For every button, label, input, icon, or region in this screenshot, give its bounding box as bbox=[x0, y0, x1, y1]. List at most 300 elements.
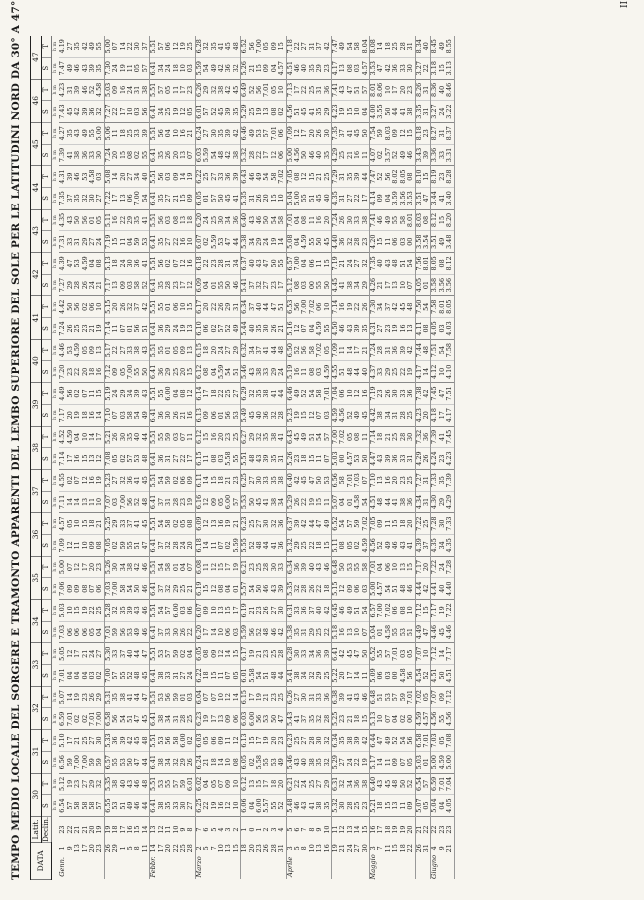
sunrise-time-cell: 21 bbox=[377, 274, 384, 296]
sunrise-time-cell: 14 bbox=[203, 534, 210, 556]
sunrise-time-cell: 03 bbox=[112, 491, 119, 513]
sunrise-time-cell: 4.05 bbox=[431, 318, 439, 340]
sunrise-time-cell: 5.32 bbox=[332, 795, 340, 817]
sunset-time-cell: 24 bbox=[301, 773, 308, 795]
latitude-header: 37 bbox=[31, 469, 42, 512]
sunset-time-cell: 7.24 bbox=[370, 339, 378, 361]
sunrise-time-cell: 42 bbox=[74, 101, 81, 123]
sunrise-time-cell: 07 bbox=[324, 448, 332, 470]
sunset-column-header: T bbox=[42, 426, 52, 448]
sunrise-time-cell: 05 bbox=[407, 751, 415, 773]
sunrise-time-cell: 23 bbox=[362, 231, 370, 253]
sunrise-time-cell: 55 bbox=[233, 448, 241, 470]
latitude-label: Latit. bbox=[31, 816, 42, 842]
sunrise-time-cell: 6.56 bbox=[59, 751, 66, 773]
sunset-time-cell: 33 bbox=[301, 643, 308, 665]
sunrise-time-cell: 6.41 bbox=[150, 361, 158, 383]
sunrise-time-cell: 54 bbox=[142, 187, 150, 209]
sunrise-time-cell: 4.56 bbox=[370, 534, 378, 556]
sunrise-time-cell: 58 bbox=[74, 795, 81, 817]
sunset-time-cell: 18 bbox=[400, 513, 407, 535]
declination-cell: 15 bbox=[133, 825, 142, 834]
sunset-time-cell: 8.03 bbox=[385, 122, 392, 144]
latitude-header: 46 bbox=[31, 79, 42, 122]
month-cell bbox=[439, 854, 446, 879]
sunrise-time-cell: 23 bbox=[82, 318, 89, 340]
sunset-time-cell: 46 bbox=[256, 209, 263, 231]
day-cell: 31 bbox=[277, 844, 286, 853]
sunset-time-cell: 18 bbox=[89, 513, 96, 535]
sunset-time-cell: 40 bbox=[134, 426, 141, 448]
sunrise-time-cell: 21 bbox=[187, 578, 195, 600]
sunrise-time-cell: 24 bbox=[173, 318, 180, 340]
sunrise-time-cell: 47 bbox=[423, 187, 431, 209]
sunrise-time-cell: 36 bbox=[158, 361, 165, 383]
sunset-time-cell: 08 bbox=[354, 426, 361, 448]
sunset-time-cell: 42 bbox=[225, 79, 232, 101]
latitude-header: 36 bbox=[31, 513, 42, 556]
sunset-time-cell: 36 bbox=[134, 253, 141, 275]
latitude-header: 33 bbox=[31, 643, 42, 686]
sunset-time-cell: 15 bbox=[439, 209, 446, 231]
sunrise-time-cell: 6.55 bbox=[104, 795, 112, 817]
sunrise-time-cell: 25 bbox=[354, 795, 361, 817]
sunrise-time-cell: 20 bbox=[263, 187, 270, 209]
sunset-time-cell: 7.02 bbox=[362, 513, 370, 535]
sunset-time-cell: 7.39 bbox=[431, 426, 439, 448]
sunrise-time-cell: 57 bbox=[127, 448, 134, 470]
sunrise-time-cell: 55 bbox=[218, 274, 225, 296]
sunrise-time-cell: 04 bbox=[385, 187, 392, 209]
sunrise-time-cell: 7.07 bbox=[104, 491, 112, 513]
sunset-time-cell: 21 bbox=[82, 643, 89, 665]
sunset-time-cell: 45 bbox=[233, 79, 241, 101]
sunset-time-cell: 45 bbox=[142, 513, 150, 535]
sunset-time-cell: 5.51 bbox=[150, 643, 158, 665]
sunset-time-cell: 24 bbox=[347, 253, 354, 275]
day-cell: 8 bbox=[133, 846, 142, 851]
sunset-time-cell: 14 bbox=[347, 339, 354, 361]
sunrise-time-cell: 45 bbox=[301, 101, 308, 123]
unit-label: h m bbox=[52, 388, 58, 399]
day-cell: 3 bbox=[285, 846, 294, 851]
sunrise-time-cell: 11 bbox=[89, 491, 96, 513]
sunset-time-cell: 50 bbox=[339, 556, 346, 578]
sunrise-time-cell: 19 bbox=[309, 491, 316, 513]
sunrise-time-cell: 35 bbox=[271, 448, 278, 470]
sunrise-time-cell: 06 bbox=[74, 621, 81, 643]
sunset-time-cell: 55 bbox=[354, 556, 361, 578]
sunset-time-cell: 56 bbox=[301, 339, 308, 361]
sunrise-time-cell: 5.15 bbox=[332, 578, 340, 600]
sunset-time-cell: 38 bbox=[134, 339, 141, 361]
unit-label: h m bbox=[52, 150, 58, 160]
sunset-time-cell: 54 bbox=[158, 469, 165, 491]
sunset-time-cell: 56 bbox=[74, 296, 81, 318]
sunrise-time-cell: 09 bbox=[187, 187, 195, 209]
sunset-time-cell: 08 bbox=[439, 253, 446, 275]
sunrise-time-cell: 26 bbox=[67, 318, 74, 340]
sunrise-time-cell: 15 bbox=[211, 665, 218, 687]
sunrise-time-cell: 25 bbox=[180, 578, 187, 600]
sunset-time-cell: 03 bbox=[165, 209, 172, 231]
sunrise-time-cell: 49 bbox=[211, 57, 218, 79]
sunset-time-cell: 5.00 bbox=[104, 36, 112, 58]
sunrise-time-cell: 7.00 bbox=[120, 491, 127, 513]
latitude-header: 35 bbox=[31, 556, 42, 599]
sunrise-time-cell: 3.56 bbox=[439, 274, 446, 296]
sunset-time-cell: 58 bbox=[271, 166, 278, 188]
sunset-time-cell: 48 bbox=[278, 339, 286, 361]
sunrise-time-cell: 52 bbox=[278, 795, 286, 817]
sunset-time-cell: 03 bbox=[173, 426, 180, 448]
sunrise-time-cell: 3.27 bbox=[431, 101, 439, 123]
sunrise-time-cell: 47 bbox=[134, 708, 141, 730]
sunrise-time-cell: 14 bbox=[74, 491, 81, 513]
sunrise-time-cell: 28 bbox=[74, 274, 81, 296]
sunrise-time-cell: 4.59 bbox=[362, 534, 370, 556]
sunrise-time-cell: 17 bbox=[211, 708, 218, 730]
sunrise-time-cell: 23 bbox=[385, 318, 392, 340]
sunset-time-cell: 29 bbox=[96, 686, 104, 708]
sunrise-time-cell: 04 bbox=[249, 795, 256, 817]
sunrise-time-cell: 29 bbox=[271, 361, 278, 383]
sunrise-time-cell: 3.56 bbox=[400, 187, 407, 209]
declination-cell: 8 bbox=[187, 816, 195, 842]
sunset-time-cell: 10 bbox=[74, 513, 81, 535]
sunset-time-cell: 17 bbox=[67, 730, 74, 752]
sunrise-time-cell: 43 bbox=[301, 795, 308, 817]
month-cell bbox=[158, 854, 165, 879]
sunrise-time-cell: 12 bbox=[339, 578, 346, 600]
sunrise-time-cell: 38 bbox=[347, 274, 354, 296]
sunset-time-cell: 09 bbox=[218, 730, 225, 752]
sunset-time-cell: 42 bbox=[362, 730, 370, 752]
sunrise-time-cell: 18 bbox=[89, 361, 96, 383]
sunrise-time-cell: 36 bbox=[158, 404, 165, 426]
sunset-time-cell: 09 bbox=[211, 643, 218, 665]
sunrise-column-header: S bbox=[42, 231, 52, 253]
sunset-time-cell: 5.51 bbox=[150, 253, 158, 275]
day-cell: 27 bbox=[353, 844, 362, 853]
sunrise-column-header: S bbox=[42, 795, 52, 817]
sunrise-time-cell: 28 bbox=[173, 491, 180, 513]
sunset-time-cell: 30 bbox=[301, 686, 308, 708]
sunrise-time-cell: 46 bbox=[74, 57, 81, 79]
sunrise-time-cell: 6.05 bbox=[195, 187, 203, 209]
sunrise-time-cell: 24 bbox=[96, 231, 104, 253]
sunrise-time-cell: 51 bbox=[407, 621, 415, 643]
sunset-time-cell: 25 bbox=[203, 166, 210, 188]
sunset-time-cell: 27 bbox=[301, 730, 308, 752]
sunrise-time-cell: 58 bbox=[89, 795, 96, 817]
sunset-time-cell: 31 bbox=[423, 469, 431, 491]
sunrise-time-cell: 4.51 bbox=[446, 665, 454, 687]
sunrise-sunset-table bbox=[30, 36, 455, 880]
sunset-time-cell: 27 bbox=[301, 36, 308, 58]
sunrise-time-cell: 34 bbox=[439, 534, 446, 556]
sunset-time-cell: 25 bbox=[309, 79, 316, 101]
sunset-time-cell: 4.23 bbox=[59, 79, 66, 101]
sunset-time-cell: 6.49 bbox=[241, 79, 249, 101]
sunrise-time-cell: 49 bbox=[127, 795, 134, 817]
declination-cell: 11 bbox=[331, 825, 340, 834]
sunset-time-cell: 7.35 bbox=[332, 122, 340, 144]
sunrise-time-cell: 49 bbox=[385, 534, 392, 556]
sunset-time-cell: 4.59 bbox=[74, 339, 81, 361]
sunrise-time-cell: 20 bbox=[112, 144, 119, 166]
sunrise-time-cell: 08 bbox=[82, 578, 89, 600]
sunset-time-cell: 6.48 bbox=[370, 686, 378, 708]
unit-label: h m bbox=[52, 648, 58, 659]
sunset-time-cell: 59 bbox=[173, 643, 180, 665]
sunrise-time-cell: 24 bbox=[347, 751, 354, 773]
latitude-header: 47 bbox=[31, 36, 42, 79]
sunset-time-cell: 4.59 bbox=[82, 253, 89, 275]
sunrise-time-cell: 48 bbox=[142, 448, 150, 470]
sunset-time-cell: 18 bbox=[187, 209, 195, 231]
sunset-time-cell: 36 bbox=[294, 556, 301, 578]
sunset-time-cell: 5.51 bbox=[150, 296, 158, 318]
sunrise-time-cell: 11 bbox=[324, 491, 332, 513]
sunrise-time-cell: 6.41 bbox=[150, 144, 158, 166]
sunrise-time-cell: 37 bbox=[423, 534, 431, 556]
sunrise-time-cell: 43 bbox=[377, 448, 384, 470]
sunrise-time-cell: 26 bbox=[271, 318, 278, 340]
sunset-time-cell: 56 bbox=[256, 79, 263, 101]
sunset-time-cell: 19 bbox=[180, 36, 187, 58]
sunrise-time-cell: 15 bbox=[256, 57, 263, 79]
sunrise-time-cell: 05 bbox=[218, 491, 225, 513]
sunrise-time-cell: 38 bbox=[158, 708, 165, 730]
sunset-time-cell: 5.23 bbox=[104, 469, 112, 491]
sunrise-time-cell: 15 bbox=[120, 144, 127, 166]
sunrise-time-cell: 23 bbox=[294, 448, 301, 470]
sunset-time-cell: 8.08 bbox=[370, 36, 378, 58]
sunset-time-cell: 14 bbox=[120, 36, 127, 58]
sunset-time-cell: 21 bbox=[96, 513, 104, 535]
sunrise-time-cell: 40 bbox=[301, 57, 308, 79]
sunrise-time-cell: 5.35 bbox=[241, 187, 249, 209]
sunrise-time-cell: 34 bbox=[165, 708, 172, 730]
sunset-column-header: T bbox=[42, 600, 52, 622]
sunset-time-cell: 29 bbox=[120, 383, 127, 405]
sunrise-time-cell: 18 bbox=[173, 57, 180, 79]
sunrise-time-cell: 27 bbox=[165, 231, 172, 253]
sunset-time-cell: 53 bbox=[67, 339, 74, 361]
sunset-time-cell: 7.47 bbox=[332, 36, 340, 58]
sunset-time-cell: 7.02 bbox=[339, 426, 346, 448]
sunset-time-cell: 37 bbox=[256, 339, 263, 361]
sunrise-time-cell: 35 bbox=[309, 57, 316, 79]
sunrise-time-cell: 04 bbox=[362, 101, 370, 123]
month-cell bbox=[301, 854, 308, 879]
declination-cell: 17 bbox=[118, 825, 127, 834]
sunset-time-cell: 22 bbox=[218, 383, 225, 405]
sunset-time-cell: 39 bbox=[233, 166, 241, 188]
sunset-time-cell: 5.51 bbox=[150, 79, 158, 101]
sunrise-time-cell: 5.04 bbox=[431, 795, 439, 817]
sunrise-time-cell: 6.15 bbox=[195, 448, 203, 470]
sunrise-time-cell: 18 bbox=[316, 534, 323, 556]
sunset-time-cell: 6.44 bbox=[370, 730, 378, 752]
sunrise-time-cell: 21 bbox=[173, 187, 180, 209]
unit-label: h m bbox=[52, 562, 58, 572]
month-cell bbox=[127, 854, 134, 879]
sunset-time-cell: 30 bbox=[278, 600, 286, 622]
sunrise-time-cell: 4.56 bbox=[431, 708, 439, 730]
sunset-time-cell: 6.34 bbox=[286, 556, 294, 578]
sunset-time-cell: 06 bbox=[187, 600, 195, 622]
sunset-time-cell: 35 bbox=[74, 36, 81, 58]
sunset-time-cell: 8.06 bbox=[377, 79, 384, 101]
sunrise-time-cell: 54 bbox=[127, 578, 134, 600]
sunset-time-cell: 16 bbox=[385, 469, 392, 491]
sunset-time-cell: 24 bbox=[120, 253, 127, 275]
sunset-time-cell: 5.51 bbox=[150, 122, 158, 144]
sunrise-time-cell: 13 bbox=[263, 101, 270, 123]
sunset-time-cell: 7.01 bbox=[407, 686, 415, 708]
sunset-time-cell: 21 bbox=[249, 600, 256, 622]
sunset-time-cell: 6.05 bbox=[195, 643, 203, 665]
sunrise-time-cell: 00 bbox=[309, 274, 316, 296]
sunrise-time-cell: 23 bbox=[271, 274, 278, 296]
sunset-time-cell: 27 bbox=[127, 166, 134, 188]
sunset-time-cell: 56 bbox=[385, 166, 392, 188]
sunrise-time-cell: 15 bbox=[271, 187, 278, 209]
sunrise-time-cell: 6.03 bbox=[241, 708, 249, 730]
sunrise-time-cell: 12 bbox=[225, 795, 232, 817]
sunset-time-cell: 22 bbox=[89, 600, 96, 622]
month-cell bbox=[74, 854, 81, 879]
declination-cell: 2 bbox=[262, 827, 271, 832]
sunrise-time-cell: 40 bbox=[316, 144, 323, 166]
sunrise-time-cell: 25 bbox=[74, 318, 81, 340]
sunrise-time-cell: 10 bbox=[377, 708, 384, 730]
sunset-time-cell: 20 bbox=[400, 79, 407, 101]
sunrise-time-cell: 42 bbox=[225, 144, 232, 166]
sunrise-time-cell: 5.00 bbox=[294, 187, 301, 209]
sunset-time-cell: 16 bbox=[112, 209, 119, 231]
sunset-time-cell: 39 bbox=[120, 730, 127, 752]
sunset-time-cell: 38 bbox=[142, 79, 150, 101]
sunrise-time-cell: 5.41 bbox=[286, 665, 294, 687]
sunset-time-cell: 6.26 bbox=[195, 79, 203, 101]
sunrise-time-cell: 59 bbox=[89, 751, 96, 773]
declination-cell: 5 bbox=[209, 827, 218, 832]
sunset-time-cell: 41 bbox=[347, 122, 354, 144]
sunrise-time-cell: 40 bbox=[301, 751, 308, 773]
sunrise-time-cell: 19 bbox=[211, 795, 218, 817]
sunset-time-cell: 27 bbox=[294, 686, 301, 708]
sunset-time-cell: 38 bbox=[127, 556, 134, 578]
sunset-time-cell: 6.59 bbox=[431, 773, 439, 795]
sunset-time-cell: 13 bbox=[96, 339, 104, 361]
sunrise-time-cell: 21 bbox=[89, 318, 96, 340]
sunrise-time-cell: 29 bbox=[173, 578, 180, 600]
day-cell: 20 bbox=[247, 844, 256, 853]
sunrise-time-cell: 15 bbox=[301, 404, 308, 426]
sunset-time-cell: 06 bbox=[339, 383, 346, 405]
sunset-time-cell: 26 bbox=[218, 296, 225, 318]
sunset-time-cell: 32 bbox=[256, 426, 263, 448]
sunrise-time-cell: 5.32 bbox=[241, 144, 249, 166]
sunrise-time-cell: 17 bbox=[187, 448, 195, 470]
sunset-time-cell: 5.07 bbox=[59, 686, 66, 708]
sunrise-time-cell: 3.53 bbox=[407, 187, 415, 209]
sunrise-time-cell: 22 bbox=[203, 795, 210, 817]
sunrise-time-cell: 7.14 bbox=[59, 448, 66, 470]
unit-label: h m bbox=[52, 41, 58, 52]
sunset-time-cell: 49 bbox=[294, 383, 301, 405]
sunset-time-cell: 32 bbox=[203, 36, 210, 58]
sunset-time-cell: 6.46 bbox=[241, 122, 249, 144]
sunset-time-cell: 22 bbox=[127, 36, 134, 58]
sunset-time-cell: 43 bbox=[249, 209, 256, 231]
unit-label: h m bbox=[52, 800, 58, 811]
sunrise-time-cell: 10 bbox=[278, 187, 286, 209]
sunrise-time-cell: 54 bbox=[249, 578, 256, 600]
sunset-time-cell: 14 bbox=[112, 166, 119, 188]
sunrise-time-cell: 03 bbox=[120, 404, 127, 426]
sunset-time-cell: 15 bbox=[423, 600, 431, 622]
sunrise-time-cell: 4.17 bbox=[332, 57, 340, 79]
sunrise-time-cell: 29 bbox=[385, 361, 392, 383]
sunrise-time-cell: 39 bbox=[82, 101, 89, 123]
sunrise-time-cell: 08 bbox=[211, 448, 218, 470]
sunset-time-cell: 38 bbox=[271, 426, 278, 448]
sunset-time-cell: 8.01 bbox=[439, 296, 446, 318]
sunrise-time-cell: 46 bbox=[309, 144, 316, 166]
sunset-time-cell: 7.51 bbox=[446, 383, 454, 405]
sunrise-time-cell: 3.51 bbox=[431, 231, 439, 253]
unit-label: h m bbox=[52, 367, 58, 377]
sunrise-time-cell: 09 bbox=[225, 708, 232, 730]
sunrise-time-cell: 04 bbox=[294, 231, 301, 253]
sunrise-time-cell: 15 bbox=[347, 101, 354, 123]
sunrise-time-cell: 21 bbox=[249, 57, 256, 79]
sunrise-time-cell: 11 bbox=[120, 231, 127, 253]
sunset-time-cell: 8.01 bbox=[370, 79, 378, 101]
sunset-time-cell: 03 bbox=[165, 166, 172, 188]
sunrise-time-cell: 6.41 bbox=[150, 665, 158, 687]
day-cell: 17 bbox=[156, 844, 165, 853]
declination-cell: 3 bbox=[224, 827, 233, 832]
sunset-time-cell: 40 bbox=[249, 253, 256, 275]
sunrise-time-cell: 03 bbox=[89, 665, 96, 687]
latitude-header-row bbox=[31, 36, 42, 880]
sunset-time-cell: 31 bbox=[134, 79, 141, 101]
sunset-time-cell: 22 bbox=[354, 296, 361, 318]
sunrise-time-cell: 40 bbox=[256, 404, 263, 426]
page-title: TEMPO MEDIO LOCALE DEL SORGERE E TRAMONTO APPARENTI DEL LEMBO SUPERIORE DEL SOLE PER LE LATITUDINI NORD DA 30° A 47° bbox=[10, 0, 22, 880]
sunrise-time-cell: 36 bbox=[89, 101, 96, 123]
sunrise-time-cell: 11 bbox=[301, 361, 308, 383]
sunrise-column-header: S bbox=[42, 144, 52, 166]
sunset-time-cell: 04 bbox=[377, 556, 384, 578]
unit-label: h m bbox=[52, 540, 58, 551]
day-cell: 11 bbox=[383, 844, 392, 853]
sunset-time-cell: 12 bbox=[294, 122, 301, 144]
month-cell bbox=[332, 854, 340, 879]
unit-label: h m bbox=[52, 323, 58, 334]
sunrise-time-cell: 46 bbox=[407, 578, 415, 600]
sunrise-time-cell: 49 bbox=[142, 404, 150, 426]
sunrise-time-cell: 44 bbox=[233, 231, 241, 253]
declination-cell: 5 bbox=[285, 827, 294, 832]
sunrise-time-cell: 7.17 bbox=[104, 274, 112, 296]
sunrise-time-cell: 3.48 bbox=[446, 231, 454, 253]
